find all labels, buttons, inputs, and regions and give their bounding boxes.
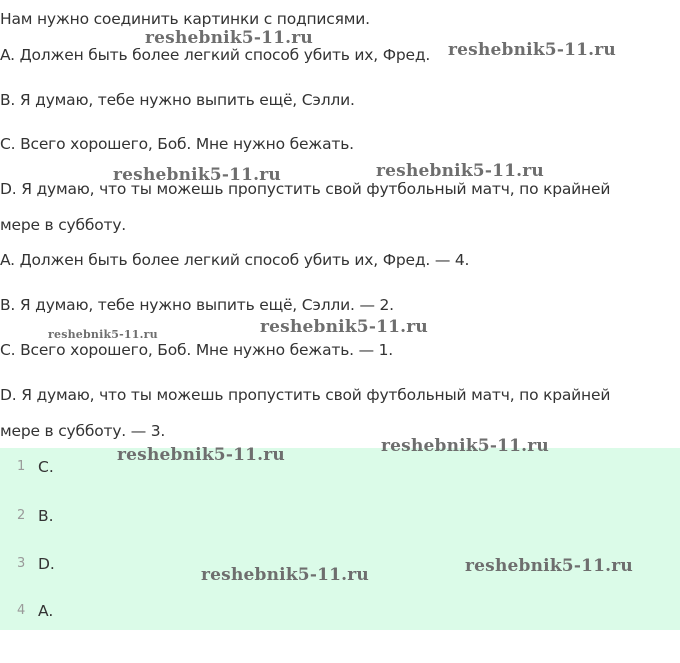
caption-line-c: C. Всего хорошего, Боб. Мне нужно бежать. bbox=[0, 135, 354, 153]
answer-box bbox=[0, 448, 680, 630]
answer-number: 3 bbox=[17, 556, 26, 571]
caption-line-a: A. Должен быть более легкий способ убить их, Фред. bbox=[0, 46, 431, 64]
answer-line-b: B. Я думаю, тебе нужно выпить ещё, Сэлли. — 2. bbox=[0, 296, 394, 314]
intro-text: Нам нужно соединить картинки с подписями. bbox=[0, 10, 370, 28]
caption-line-b: B. Я думаю, тебе нужно выпить ещё, Сэлли. bbox=[0, 91, 355, 109]
watermark: reshebnik5-11.ru bbox=[201, 565, 369, 585]
answer-line-c: C. Всего хорошего, Боб. Мне нужно бежать. — 1. bbox=[0, 341, 394, 359]
watermark: reshebnik5-11.ru bbox=[448, 40, 616, 60]
answer-value: C. bbox=[38, 458, 54, 476]
watermark: reshebnik5-11.ru bbox=[376, 161, 544, 181]
caption-line-d: D. Я думаю, что ты можешь пропустить свой футбольный матч, по крайней bbox=[0, 180, 611, 198]
watermark: reshebnik5-11.ru bbox=[465, 556, 633, 576]
answer-number: 4 bbox=[17, 603, 26, 618]
answer-line-d: D. Я думаю, что ты можешь пропустить свой футбольный матч, по крайней bbox=[0, 386, 611, 404]
answer-line-a: A. Должен быть более легкий способ убить их, Фред. — 4. bbox=[0, 251, 470, 269]
answer-number: 1 bbox=[17, 459, 26, 474]
watermark: reshebnik5-11.ru bbox=[381, 436, 549, 456]
answer-value: D. bbox=[38, 555, 55, 573]
answer-line-d-cont: мере в субботу. — 3. bbox=[0, 422, 166, 440]
watermark: reshebnik5-11.ru bbox=[48, 328, 158, 341]
answer-number: 2 bbox=[17, 508, 26, 523]
answer-value: A. bbox=[38, 602, 54, 620]
watermark: reshebnik5-11.ru bbox=[113, 165, 281, 185]
watermark: reshebnik5-11.ru bbox=[145, 28, 313, 48]
answer-value: B. bbox=[38, 507, 54, 525]
watermark: reshebnik5-11.ru bbox=[260, 317, 428, 337]
watermark: reshebnik5-11.ru bbox=[117, 445, 285, 465]
caption-line-d-cont: мере в субботу. bbox=[0, 216, 127, 234]
